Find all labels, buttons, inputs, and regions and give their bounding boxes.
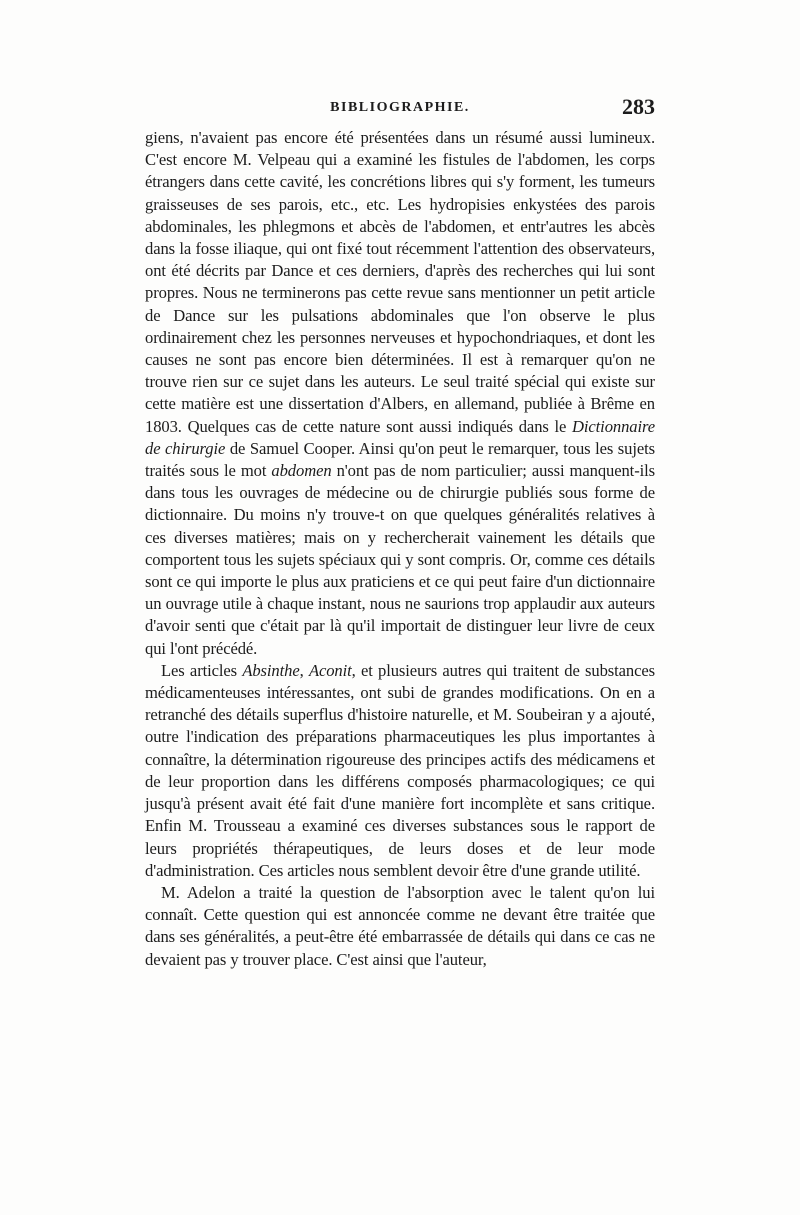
paragraph-1-text-3: n'ont pas de nom particulier; aussi manquent-ils dans tous les ouvrages de médecine ou de chirurgie publiés sous forme de dictionnaire. Du moins n'y trouve-t on que quelques généralités relatives à ces diverses matières; mais on y rechercherait vainement les détails que comportent tous les sujets spéciaux qui y sont compris. Or, comme ces détails sont ce qui importe le plus aux praticiens et ce qui peut faire d'un dictionnaire un ouvrage utile à chaque instant, nous ne saurions trop applaudir aux auteurs d'avoir senti que c'était par là qu'il importait de distinguer leur livre de ceux qui l'ont précédé. (145, 461, 655, 658)
paragraph-3-text: M. Adelon a traité la question de l'absorption avec le talent qu'on lui connaît. Cette question qui est annoncée comme ne devant être traitée que dans ses généralités, a peut-être été embarrassée de détails qui dans ce cas ne devaient pas y trouver place. C'est ainsi que l'auteur, (145, 882, 655, 969)
paragraph-2-text: Les articles (161, 660, 243, 680)
body-text (145, 127, 655, 971)
running-head-title: BIBLIOGRAPHIE. (330, 100, 470, 115)
paragraph-2-italic-aconit: Aconit (308, 660, 352, 680)
paragraph-3 (145, 882, 655, 971)
paragraph-1-italic-word: abdomen (271, 461, 332, 481)
paragraph-2 (145, 660, 655, 882)
paragraph-2-text-3: , et plusieurs autres qui traitent de substances médicamenteuses intéressantes, ont subi de grandes modifications. On en a retranché des détails superflus d'histoire naturelle, et M. Soubeiran y a ajouté, outre l'indication des préparations pharmaceutiques les plus importantes à connaître, la détermination rigoureuse des principes actifs des médicamens et de leur proportion dans les différens composés pharmacologiques; ce qui jusqu'à présent avait été fait d'une manière fort incomplète et sans critique. Enfin M. Trousseau a examiné ces diverses substances sous le rapport de leurs propriétés thérapeutiques, de leurs doses et de leur mode d'administration. Ces articles nous semblent devoir être d'une grande utilité. (145, 660, 655, 880)
paragraph-1-italic-title: Dictionnaire de chirurgie (145, 416, 655, 458)
paragraph-1-text-2: de Samuel Cooper. Ainsi qu'on peut le remarquer, tous les sujets traités sous le mot (145, 438, 655, 481)
running-head (145, 94, 655, 126)
paragraph-1-text: giens, n'avaient pas encore été présentées dans un résumé aussi lumineux. C'est encore M. Velpeau qui a examiné les fistules de l'abdomen, les corps étrangers dans cette cavité, les concrétions libres qui s'y forment, les tumeurs graisseuses de ses parois, etc., etc. Les hydropisies enkystées des parois abdominales, les phlegmons et abcès de l'abdomen, et entr'autres les abcès dans la fosse iliaque, qui ont fixé tout récemment l'attention des observateurs, ont été décrits par Dance et ces derniers, d'après des recherches qui lui sont propres. Nous ne terminerons pas cette revue sans mentionner un petit article de Dance sur les pulsations abdominales que l'on observe le plus ordinairement chez les personnes nerveuses et hypochondriaques, et dont les causes ne sont pas encore bien déterminées. Il est à remarquer qu'on ne trouve rien sur ce sujet dans les auteurs. Le seul traité spécial qui existe sur cette matière est une dissertation d'Albers, en allemand, publiée à Brême en 1803. Quelques cas de cette nature sont aussi indiqués dans le (145, 128, 655, 436)
paragraph-2-text-2: , (299, 660, 309, 680)
paragraph-1 (145, 127, 655, 660)
page-number: 283 (622, 94, 655, 119)
paragraph-2-italic-absinthe: Absinthe (242, 660, 300, 680)
